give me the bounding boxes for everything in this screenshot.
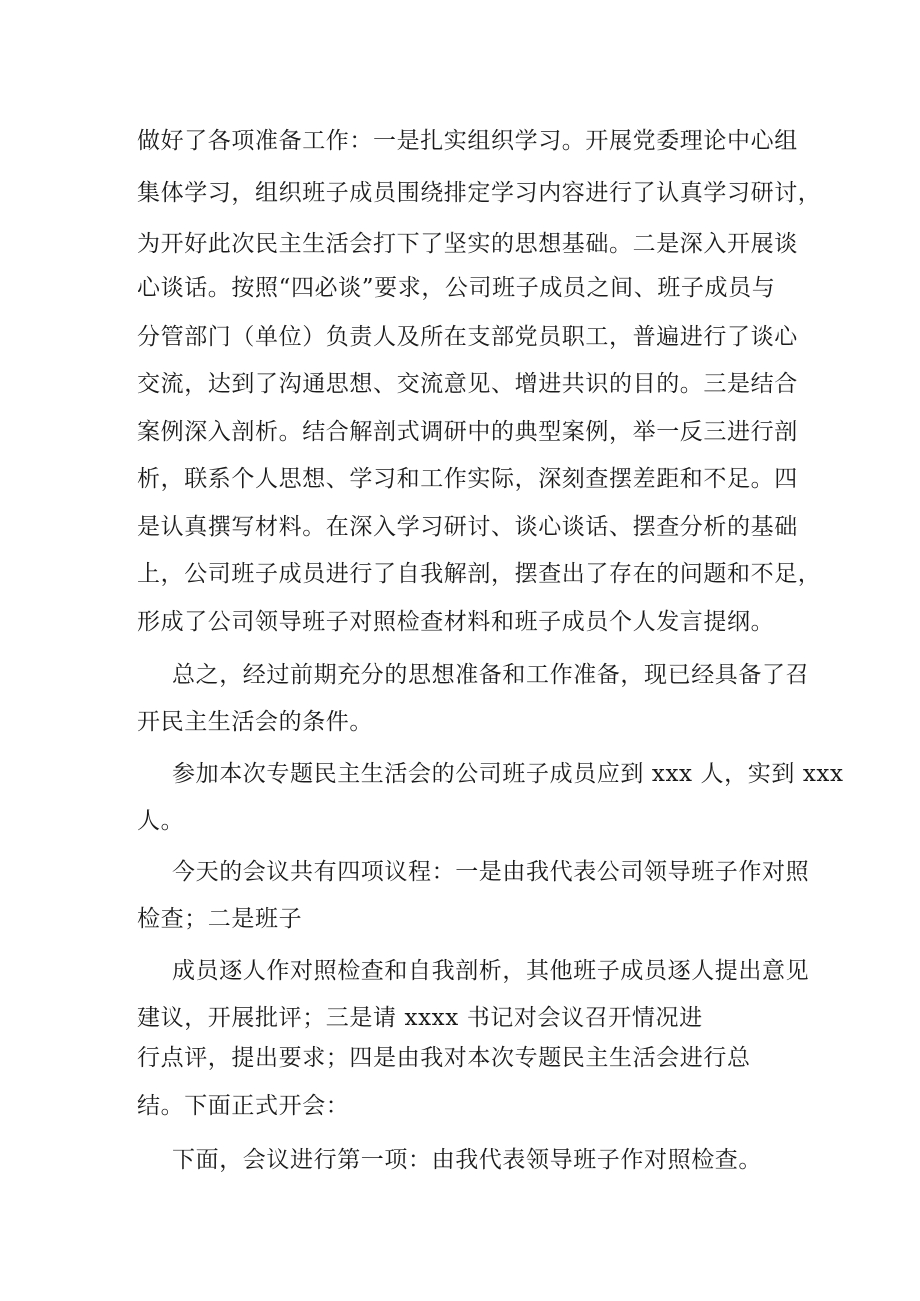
text-line: 行点评，提出要求；四是由我对本次专题民主生活会进行总	[137, 1045, 751, 1071]
text-line: 分管部门（单位）负责人及所在支部党员职工，普遍进行了谈心	[137, 324, 798, 350]
text-line: 成员逐人作对照检查和自我剖析，其他班子成员逐人提出意见	[172, 958, 810, 984]
text-line: 今天的会议共有四项议程：一是由我代表公司领导班子作对照	[172, 859, 810, 885]
text-line: 结。下面正式开会：	[137, 1093, 350, 1119]
text-line: 建议，开展批评；三是请 xxxx 书记对会议召开情况进	[137, 1005, 703, 1031]
text-line: 检查；二是班子	[137, 906, 303, 932]
text-line: 总之，经过前期充分的思想准备和工作准备，现已经具备了召	[172, 662, 810, 688]
text-line: 析，联系个人思想、学习和工作实际，深刻查摆差距和不足。四	[137, 466, 798, 492]
text-line: 上，公司班子成员进行了自我解剖，摆查出了存在的问题和不足，	[137, 561, 822, 587]
text-line: 参加本次专题民主生活会的公司班子成员应到 xxx 人，实到 xxx	[172, 761, 844, 787]
text-line: 下面，会议进行第一项：由我代表领导班子作对照检查。	[172, 1147, 762, 1173]
text-line: 人。	[137, 808, 185, 834]
text-line: 案例深入剖析。结合解剖式调研中的典型案例，举一反三进行剖	[137, 419, 798, 445]
text-line: 开民主生活会的条件。	[137, 709, 373, 735]
text-line: 做好了各项准备工作：一是扎实组织学习。开展党委理论中心组	[137, 128, 798, 154]
text-line: 为开好此次民主生活会打下了坚实的思想基础。二是深入开展谈	[137, 231, 798, 257]
text-line: 是认真撰写材料。在深入学习研讨、谈心谈话、摆查分析的基础	[137, 514, 798, 540]
text-line: 交流，达到了沟通思想、交流意见、增进共识的目的。三是结合	[137, 371, 798, 397]
text-line: 心谈话。按照“四必谈”要求，公司班子成员之间、班子成员与	[137, 275, 776, 301]
text-line: 集体学习，组织班子成员围绕排定学习内容进行了认真学习研讨，	[137, 180, 822, 206]
text-line: 形成了公司领导班子对照检查材料和班子成员个人发言提纲。	[137, 609, 775, 635]
